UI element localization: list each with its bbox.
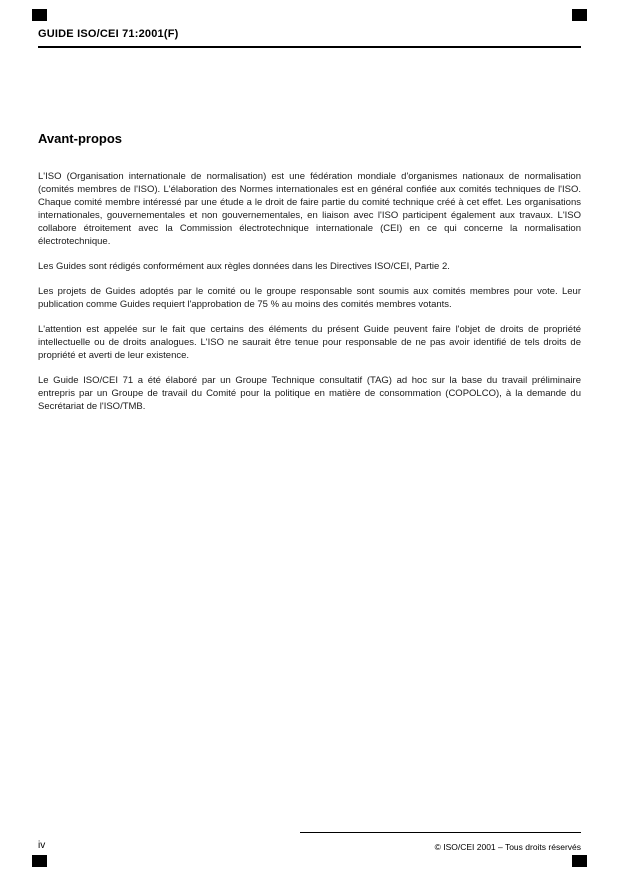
crop-mark-top-left [32, 9, 47, 21]
copyright-notice: © ISO/CEI 2001 – Tous droits réservés [434, 842, 581, 852]
page-footer [38, 830, 581, 860]
section-title: Avant-propos [38, 131, 123, 146]
page-body [38, 131, 581, 425]
paragraph: Les projets de Guides adoptés par le comité ou le groupe responsable sont soumis aux comités membres pour vote. Leur publication comme Guides requiert l'approbation de 75 % au moins des comités membres votants. [38, 286, 581, 310]
paragraph: Les Guides sont rédigés conformément aux règles données dans les Directives ISO/CEI, Partie 2. [38, 261, 450, 272]
footer-rule [300, 832, 581, 833]
paragraph: L'attention est appelée sur le fait que certains des éléments du présent Guide peuvent faire l'objet de droits de propriété intellectuelle ou de droits analogues. L'ISO ne saurait être tenue pour responsable de ne pas avoir identifié de tels droits de propriété et averti de leur existence. [38, 324, 581, 361]
page-header [38, 28, 581, 48]
paragraph: L'ISO (Organisation internationale de normalisation) est une fédération mondiale d'organismes nationaux de normalisation (comités membres de l'ISO). L'élaboration des Normes internationales est en général confiée aux comités techniques de l'ISO. Chaque comité membre intéressé par une étude a le droit de faire partie du comité technique créé à cet effet. Les organisations internationales, gouvernementales et non gouvernementales, en liaison avec l'ISO participent également aux travaux. L'ISO collabore étroitement avec la Commission électrotechnique internationale (CEI) en ce qui concerne la normalisation électrotechnique. [38, 171, 581, 247]
page-number: iv [38, 840, 46, 851]
header-rule [38, 46, 581, 48]
paragraph: Le Guide ISO/CEI 71 a été élaboré par un Groupe Technique consultatif (TAG) ad hoc sur la base du travail préliminaire entrepris par un Groupe de travail du Comité pour la politique en matière de consommation (COPOLCO), à la demande du Secrétariat de l'ISO/TMB. [38, 375, 581, 412]
document-header-title: GUIDE ISO/CEI 71:2001(F) [38, 28, 179, 40]
crop-mark-top-right [572, 9, 587, 21]
